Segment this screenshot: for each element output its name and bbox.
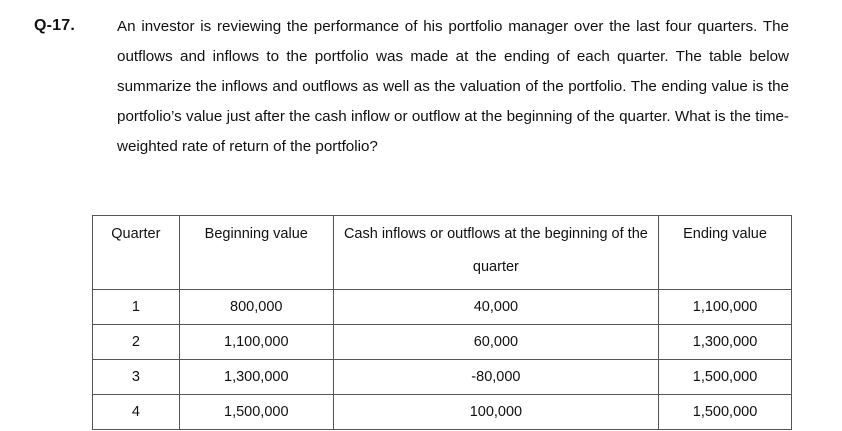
cell-cash-flow: 100,000	[333, 395, 658, 430]
cell-quarter: 2	[93, 325, 180, 360]
table-row	[93, 360, 792, 395]
cell-beginning-value: 1,100,000	[179, 325, 333, 360]
cell-beginning-value: 1,500,000	[179, 395, 333, 430]
table-row	[93, 395, 792, 430]
header-row	[93, 216, 792, 290]
header-beginning-value: Beginning value	[179, 216, 333, 290]
cell-beginning-value: 800,000	[179, 290, 333, 325]
cell-ending-value: 1,300,000	[659, 325, 792, 360]
header-ending-value: Ending value	[659, 216, 792, 290]
cell-quarter: 3	[93, 360, 180, 395]
portfolio-table	[92, 215, 792, 430]
question-text: An investor is reviewing the performance of his portfolio manager over the last four quarters. The outflows and inflows to the portfolio was made at the ending of each quarter. The table below summarize the inflows and outflows as well as the valuation of the portfolio. The ending value is the portfolio’s value just after the cash inflow or outflow at the beginning of the quarter. What is the time-weighted rate of return of the portfolio?	[117, 18, 789, 155]
table-row	[93, 290, 792, 325]
table-row	[93, 325, 792, 360]
cell-quarter: 4	[93, 395, 180, 430]
cell-quarter: 1	[93, 290, 180, 325]
question-number: Q-17.	[34, 17, 76, 34]
cell-ending-value: 1,500,000	[659, 395, 792, 430]
cell-ending-value: 1,100,000	[659, 290, 792, 325]
cell-beginning-value: 1,300,000	[179, 360, 333, 395]
table-body	[93, 290, 792, 430]
table-header	[93, 216, 792, 290]
cell-cash-flow: 60,000	[333, 325, 658, 360]
cell-cash-flow: 40,000	[333, 290, 658, 325]
cell-ending-value: 1,500,000	[659, 360, 792, 395]
cell-cash-flow: -80,000	[333, 360, 658, 395]
header-quarter: Quarter	[93, 216, 180, 290]
header-cash-flows: Cash inflows or outflows at the beginning of the quarter	[333, 216, 658, 290]
